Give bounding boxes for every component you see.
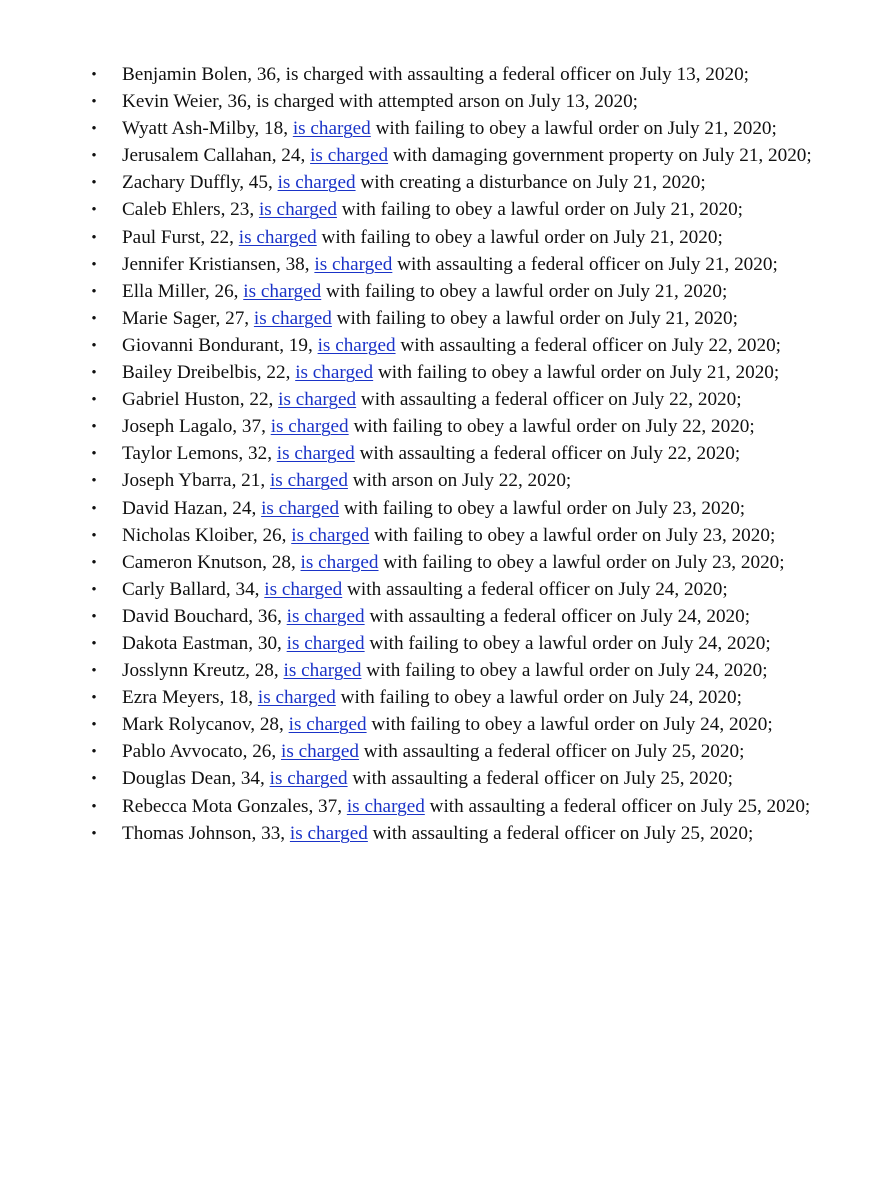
entry-text <box>122 525 775 546</box>
is-charged-link[interactable]: is charged <box>288 714 367 736</box>
entry-text-pre: Douglas Dean, 34, <box>122 768 270 790</box>
entry-text-post: with failing to obey a lawful order on July 24, 2020; <box>366 714 773 736</box>
entry-text-pre: Marie Sager, 27, <box>122 307 254 329</box>
list-item <box>86 441 826 468</box>
entry-text-pre: David Hazan, 24, <box>122 497 262 519</box>
bullet-icon: • <box>91 310 97 327</box>
is-charged-link[interactable]: is charged <box>283 660 362 682</box>
entry-text <box>122 687 742 708</box>
list-item <box>86 387 826 414</box>
bullet-icon: • <box>91 690 97 707</box>
entry-text-pre: Josslynn Kreutz, 28, <box>122 660 284 682</box>
entry-text <box>122 796 810 817</box>
list-item <box>86 577 826 604</box>
is-charged-link[interactable]: is charged <box>314 253 393 275</box>
entry-text-pre: Joseph Ybarra, 21, <box>122 470 270 492</box>
entry-text <box>122 823 753 844</box>
entry-text <box>122 64 749 85</box>
entry-text-post: with failing to obey a lawful order on July 21, 2020; <box>331 307 738 329</box>
entry-text <box>122 741 744 762</box>
entry-text-pre: Caleb Ehlers, 23, <box>122 199 259 221</box>
bullet-icon: • <box>91 744 97 761</box>
list-item <box>86 333 826 360</box>
list-item <box>86 116 826 143</box>
entry-text-pre: Giovanni Bondurant, 19, <box>122 334 318 356</box>
charges-list <box>86 62 826 848</box>
entry-text-post: with assaulting a federal officer on July 25, 2020; <box>424 795 811 817</box>
is-charged-link[interactable]: is charged <box>300 551 379 573</box>
entry-text-post: with assaulting a federal officer on July 25, 2020; <box>347 768 734 790</box>
list-item <box>86 170 826 197</box>
entry-text-post: with failing to obey a lawful order on July 21, 2020; <box>373 362 780 384</box>
bullet-icon: • <box>91 554 97 571</box>
is-charged-link[interactable]: is charged <box>270 416 349 438</box>
entry-text-pre: Thomas Johnson, 33, <box>122 822 290 844</box>
entry-text-post: with arson on July 22, 2020; <box>347 470 572 492</box>
bullet-icon: • <box>91 419 97 436</box>
bullet-icon: • <box>91 608 97 625</box>
bullet-icon: • <box>91 229 97 246</box>
is-charged-link[interactable]: is charged <box>291 524 370 546</box>
entry-text-pre: Rebecca Mota Gonzales, 37, <box>122 795 347 817</box>
bullet-icon: • <box>91 365 97 382</box>
entry-text-pre: Cameron Knutson, 28, <box>122 551 301 573</box>
is-charged-link[interactable]: is charged <box>269 470 348 492</box>
entry-text <box>122 714 773 735</box>
entry-text-pre: Zachary Duffly, 45, <box>122 172 278 194</box>
is-charged-link[interactable]: is charged <box>276 443 355 465</box>
list-item <box>86 821 826 848</box>
entry-text <box>122 552 785 573</box>
is-charged-link[interactable]: is charged <box>346 795 425 817</box>
bullet-icon: • <box>91 94 97 111</box>
entry-text-post: with assaulting a federal officer on July 25, 2020; <box>367 822 754 844</box>
is-charged-link[interactable]: is charged <box>310 145 389 167</box>
entry-text <box>122 254 778 275</box>
entry-text-pre: Paul Furst, 22, <box>122 226 239 248</box>
is-charged-link[interactable]: is charged <box>286 632 365 654</box>
list-item <box>86 766 826 793</box>
is-charged-link[interactable]: is charged <box>295 362 374 384</box>
list-item <box>86 550 826 577</box>
list-item <box>86 468 826 495</box>
entry-text <box>122 91 638 112</box>
entry-text <box>122 470 571 491</box>
entry-text-pre: Mark Rolycanov, 28, <box>122 714 289 736</box>
entry-text-pre: Kevin Weier, 36, is charged with attempted arson on July 13, 2020; <box>122 91 639 113</box>
bullet-icon: • <box>91 473 97 490</box>
bullet-icon: • <box>91 392 97 409</box>
entry-text-pre: Ella Miller, 26, <box>122 280 244 302</box>
entry-text-pre: Bailey Dreibelbis, 22, <box>122 362 296 384</box>
list-item <box>86 279 826 306</box>
entry-text-pre: Dakota Eastman, 30, <box>122 632 287 654</box>
entry-text-post: with failing to obey a lawful order on July 21, 2020; <box>370 118 777 140</box>
list-item <box>86 658 826 685</box>
bullet-icon: • <box>91 337 97 354</box>
entry-text <box>122 768 733 789</box>
entry-text-post: with failing to obey a lawful order on July 24, 2020; <box>335 687 742 709</box>
is-charged-link[interactable]: is charged <box>261 497 340 519</box>
bullet-icon: • <box>91 635 97 652</box>
entry-text-pre: Taylor Lemons, 32, <box>122 443 277 465</box>
list-item <box>86 794 826 821</box>
entry-text <box>122 606 750 627</box>
bullet-icon: • <box>91 527 97 544</box>
entry-text-pre: Nicholas Kloiber, 26, <box>122 524 292 546</box>
list-item <box>86 414 826 441</box>
list-item <box>86 712 826 739</box>
bullet-icon: • <box>91 283 97 300</box>
entry-text <box>122 498 745 519</box>
entry-text-pre: Jennifer Kristiansen, 38, <box>122 253 315 275</box>
list-item <box>86 685 826 712</box>
is-charged-link[interactable]: is charged <box>289 822 368 844</box>
bullet-icon: • <box>91 825 97 842</box>
list-item <box>86 62 826 89</box>
list-item <box>86 306 826 333</box>
entry-text-pre: Carly Ballard, 34, <box>122 578 265 600</box>
bullet-icon: • <box>91 256 97 273</box>
is-charged-link[interactable]: is charged <box>269 768 348 790</box>
bullet-icon: • <box>91 175 97 192</box>
is-charged-link[interactable]: is charged <box>258 199 337 221</box>
entry-text <box>122 308 738 329</box>
entry-text <box>122 172 706 193</box>
entry-text <box>122 633 771 654</box>
entry-text-pre: Wyatt Ash-Milby, 18, <box>122 118 293 140</box>
entry-text-post: with failing to obey a lawful order on July 24, 2020; <box>364 632 771 654</box>
entry-text-post: with damaging government property on July 21, 2020; <box>388 145 812 167</box>
list-item <box>86 225 826 252</box>
entry-text-post: with assaulting a federal officer on July 22, 2020; <box>356 389 742 411</box>
list-item <box>86 631 826 658</box>
entry-text-post: with failing to obey a lawful order on July 21, 2020; <box>316 226 723 248</box>
is-charged-link[interactable]: is charged <box>257 687 336 709</box>
entry-text-post: with assaulting a federal officer on July 21, 2020; <box>392 253 778 275</box>
is-charged-link[interactable]: is charged <box>277 172 356 194</box>
entry-text-pre: David Bouchard, 36, <box>122 605 287 627</box>
is-charged-link[interactable]: is charged <box>253 307 332 329</box>
entry-text <box>122 199 743 220</box>
bullet-icon: • <box>91 771 97 788</box>
entry-text-post: with failing to obey a lawful order on July 23, 2020; <box>378 551 785 573</box>
is-charged-link[interactable]: is charged <box>238 226 317 248</box>
entry-text <box>122 227 723 248</box>
entry-text <box>122 660 768 681</box>
bullet-icon: • <box>91 717 97 734</box>
is-charged-link[interactable]: is charged <box>286 605 365 627</box>
bullet-icon: • <box>91 67 97 83</box>
is-charged-link[interactable]: is charged <box>292 118 371 140</box>
list-item <box>86 197 826 224</box>
entry-text <box>122 362 779 383</box>
is-charged-link[interactable]: is charged <box>243 280 322 302</box>
list-item <box>86 523 826 550</box>
list-item <box>86 739 826 766</box>
entry-text-post: with assaulting a federal officer on July 22, 2020; <box>395 334 781 356</box>
entry-text <box>122 579 728 600</box>
bullet-icon: • <box>91 121 97 138</box>
entry-text-post: with assaulting a federal officer on July 24, 2020; <box>364 605 751 627</box>
list-item <box>86 496 826 523</box>
entry-text-pre: Gabriel Huston, 22, <box>122 389 279 411</box>
entry-text <box>122 145 812 166</box>
list-item <box>86 252 826 279</box>
bullet-icon: • <box>91 446 97 463</box>
entry-text-post: with failing to obey a lawful order on July 22, 2020; <box>348 416 755 438</box>
entry-text <box>122 389 742 410</box>
entry-text-post: with failing to obey a lawful order on July 23, 2020; <box>369 524 776 546</box>
bullet-icon: • <box>91 148 97 165</box>
is-charged-link[interactable]: is charged <box>278 389 357 411</box>
bullet-icon: • <box>91 500 97 517</box>
entry-text-post: with failing to obey a lawful order on July 24, 2020; <box>361 660 768 682</box>
list-item <box>86 89 826 116</box>
list-item <box>86 360 826 387</box>
entry-text <box>122 118 777 139</box>
entry-text-post: with failing to obey a lawful order on July 23, 2020; <box>339 497 746 519</box>
is-charged-link[interactable]: is charged <box>281 741 359 763</box>
entry-text-pre: Joseph Lagalo, 37, <box>122 416 271 438</box>
entry-text-pre: Benjamin Bolen, 36, is charged with assaulting a federal officer on July 13, 2020; <box>122 64 750 85</box>
is-charged-link[interactable]: is charged <box>264 578 343 600</box>
bullet-icon: • <box>91 663 97 680</box>
entry-text-post: with failing to obey a lawful order on July 21, 2020; <box>321 280 728 302</box>
bullet-icon: • <box>91 202 97 219</box>
entry-text <box>122 443 740 464</box>
is-charged-link[interactable]: is charged <box>317 334 396 356</box>
list-item <box>86 143 826 170</box>
entry-text-post: with assaulting a federal officer on July 25, 2020; <box>358 741 745 763</box>
list-item <box>86 604 826 631</box>
entry-text-post: with failing to obey a lawful order on July 21, 2020; <box>336 199 743 221</box>
entry-text-post: with assaulting a federal officer on July 22, 2020; <box>354 443 741 465</box>
entry-text-pre: Pablo Avvocato, 26, <box>122 741 281 763</box>
bullet-icon: • <box>91 798 97 815</box>
entry-text-pre: Jerusalem Callahan, 24, <box>122 145 311 167</box>
entry-text <box>122 335 781 356</box>
entry-text <box>122 416 755 437</box>
bullet-icon: • <box>91 581 97 598</box>
entry-text-post: with assaulting a federal officer on July 24, 2020; <box>342 578 728 600</box>
entry-text-post: with creating a disturbance on July 21, 2020; <box>355 172 706 194</box>
entry-text-pre: Ezra Meyers, 18, <box>122 687 258 709</box>
entry-text <box>122 281 727 302</box>
